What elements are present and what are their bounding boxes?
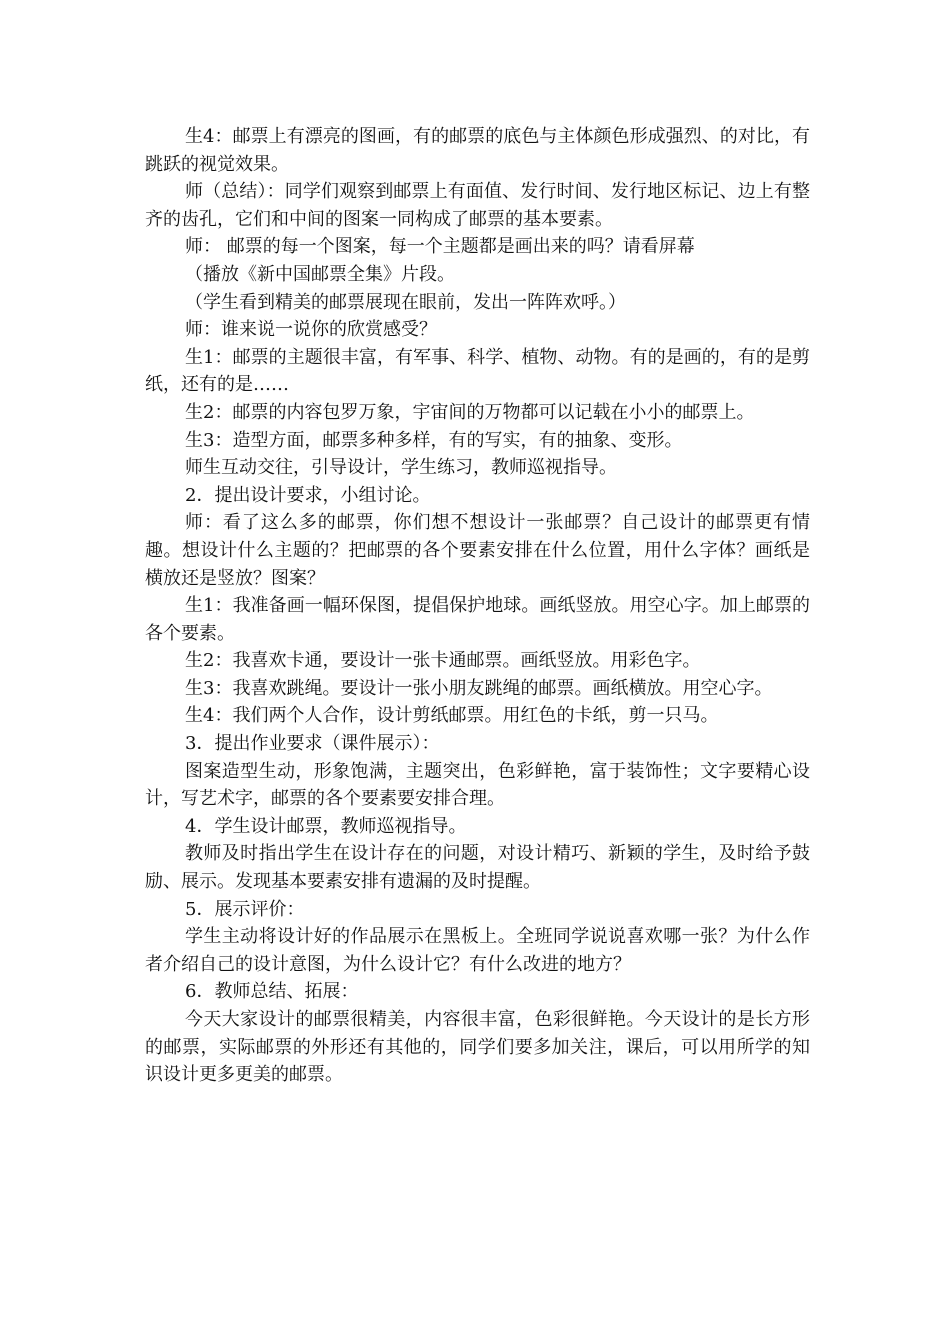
paragraph: 师：谁来说一说你的欣赏感受？ <box>185 319 437 341</box>
paragraph: 生4：我们两个人合作，设计剪纸邮票。用红色的卡纸，剪一只马。 <box>185 705 719 727</box>
paragraph: 图案造型生动，形象饱满，主题突出，色彩鲜艳，富于装饰性；文字要精心设计，写艺术字，邮票的各个要素要安排合理。 <box>145 760 810 810</box>
paragraph: 师生互动交往，引导设计，学生练习，教师巡视指导。 <box>185 457 617 479</box>
paragraph: 生2：我喜欢卡通，要设计一张卡通邮票。画纸竖放。用彩色字。 <box>185 650 701 672</box>
paragraph: 4．学生设计邮票，教师巡视指导。 <box>185 815 467 837</box>
paragraph: 2．提出设计要求，小组讨论。 <box>185 484 431 506</box>
paragraph: 师： 邮票的每一个图案，每一个主题都是画出来的吗？请看屏幕 <box>185 236 695 258</box>
paragraph: 生4：邮票上有漂亮的图画，有的邮票的底色与主体颜色形成强烈、的对比，有跳跃的视觉效果。 <box>145 126 810 175</box>
paragraph: 学生主动将设计好的作品展示在黑板上。全班同学说说喜欢哪一张？为什么作者介绍自己的设计意图，为什么设计它？有什么改进的地方？ <box>145 926 810 975</box>
paragraph: 5．展示评价： <box>185 898 305 920</box>
paragraph: 师（总结）：同学们观察到邮票上有面值、发行时间、发行地区标记、边上有整齐的齿孔，它们和中间的图案一同构成了邮票的基本要素。 <box>145 181 810 230</box>
paragraph: 6．教师总结、拓展： <box>185 981 359 1003</box>
document-body <box>145 123 810 1089</box>
paragraph: 生2：邮票的内容包罗万象，宇宙间的万物都可以记载在小小的邮票上。 <box>185 401 755 423</box>
paragraph: 3．提出作业要求（课件展示）： <box>185 733 440 755</box>
paragraph: 生1：我准备画一幅环保图，提倡保护地球。画纸竖放。用空心字。加上邮票的各个要素。 <box>145 595 810 644</box>
paragraph: 教师及时指出学生在设计存在的问题，对设计精巧、新颖的学生，及时给予鼓励、展示。发现基本要素安排有遗漏的及时提醒。 <box>145 843 810 893</box>
paragraph: 生1：邮票的主题很丰富，有军事、科学、植物、动物。有的是画的，有的是剪纸，还有的是…… <box>145 346 810 396</box>
paragraph: 师：看了这么多的邮票，你们想不想设计一张邮票？自己设计的邮票更有情趣。想设计什么主题的？把邮票的各个要素安排在什么位置，用什么字体？画纸是横放还是竖放？图案？ <box>145 512 810 589</box>
paragraph: 今天大家设计的邮票很精美，内容很丰富，色彩很鲜艳。今天设计的是长方形的邮票，实际邮票的外形还有其他的，同学们要多加关注，课后，可以用所学的知识设计更多更美的邮票。 <box>145 1009 810 1086</box>
paragraph: （学生看到精美的邮票展现在眼前，发出一阵阵欢呼。） <box>185 291 626 313</box>
paragraph: （播放《新中国邮票全集》片段。 <box>185 263 455 285</box>
paragraph: 生3：我喜欢跳绳。要设计一张小朋友跳绳的邮票。画纸横放。用空心字。 <box>185 677 773 699</box>
paragraph: 生3：造型方面，邮票多种多样，有的写实，有的抽象、变形。 <box>185 429 683 451</box>
